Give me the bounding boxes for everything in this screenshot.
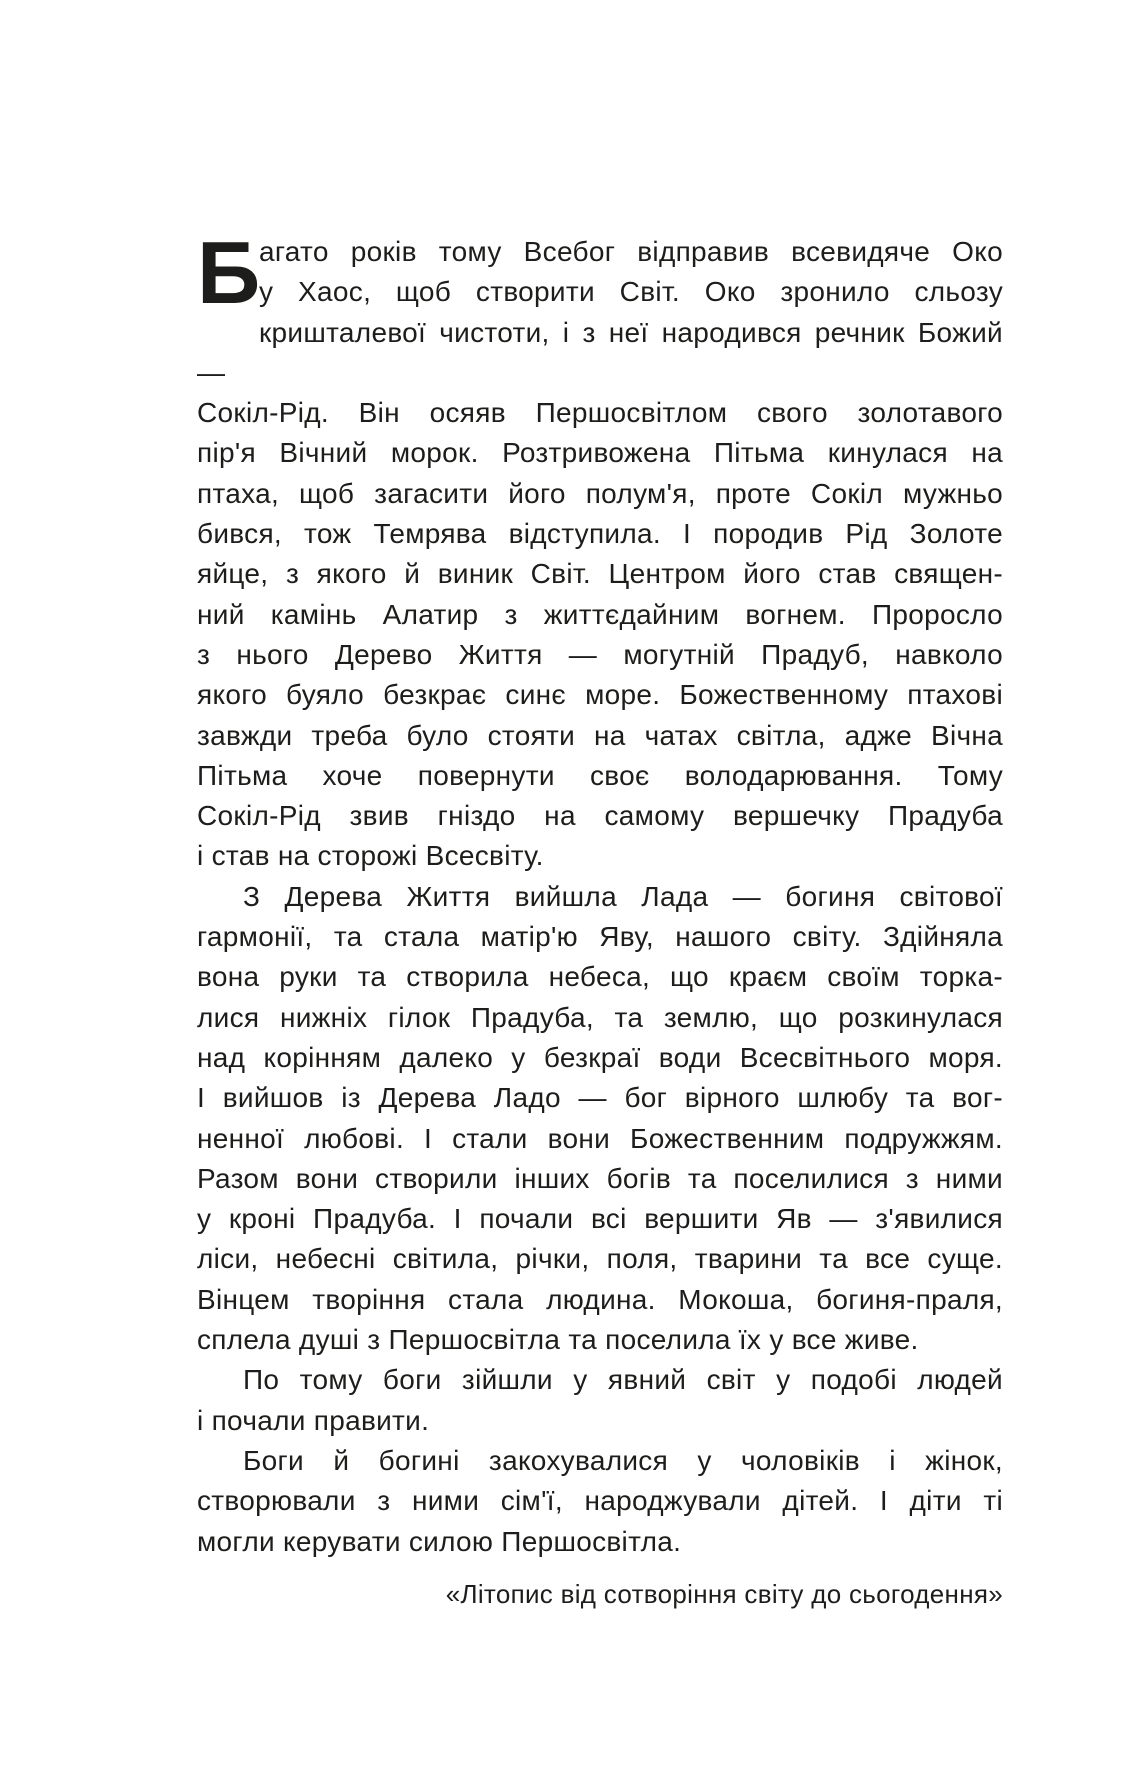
paragraph — [197, 1360, 1003, 1441]
text-line: По тому боги зійшли у явний світ у подобі людей — [243, 1364, 1003, 1396]
paragraphs-container — [197, 223, 1003, 1562]
text-line: у Хаос, щоб створити Світ. Око зронило сльозу — [259, 276, 1003, 308]
text-line: сплела душі з Першосвітла та поселила їх у все живе. — [197, 1324, 919, 1356]
text-line: створювали з ними сім'ї, народжували дітей. І діти ті — [197, 1485, 1003, 1517]
attribution-line: «Літопис від сотворіння світу до сьогодення» — [445, 1578, 1003, 1609]
body-text-block — [197, 223, 1003, 1611]
text-line: у кроні Прадуба. І почали всі вершити Яв — з'явилися — [197, 1203, 1003, 1235]
text-line: гармонії, та стала матір'ю Яву, нашого світу. Здійняла — [197, 921, 1003, 953]
text-line: вона руки та створила небеса, що краєм своїм торка- — [197, 961, 1003, 993]
text-line: агато років тому Всебог відправив всевидяче Око — [259, 236, 1003, 267]
text-line: І вийшов із Дерева Ладо — бог вірного шлюбу та вог- — [197, 1082, 1003, 1114]
text-line: птаха, щоб загасити його полум'я, проте Сокіл мужньо — [197, 477, 1003, 509]
text-line: Вінцем творіння стала людина. Мокоша, богиня-праля, — [197, 1283, 1003, 1315]
text-line: могли керувати силою Першосвітла. — [197, 1525, 682, 1557]
text-line: кришталевої чистоти, і з неї народився речник Божий — — [197, 316, 1003, 388]
text-line: Боги й богині закохувалися у чоловіків і жінок, — [243, 1444, 1003, 1476]
text-line: пір'я Вічний морок. Розтривожена Пітьма кинулася на — [197, 437, 1003, 469]
paragraph — [197, 877, 1003, 1361]
text-line: З Дерева Життя вийшла Лада — богиня світової — [243, 880, 1003, 912]
text-line: лися нижніх гілок Прадуба, та землю, що розкинулася — [197, 1001, 1003, 1033]
text-line: яйце, з якого й виник Світ. Центром його став священ- — [197, 558, 1003, 590]
text-line: Пітьма хоче повернути своє володарювання. Тому — [197, 759, 1003, 791]
text-line: з нього Дерево Життя — могутній Прадуб, навколо — [197, 638, 1003, 670]
text-line: завжди треба було стояти на чатах світла, адже Вічна — [197, 719, 1003, 751]
text-line: і став на сторожі Всесвіту. — [197, 840, 544, 872]
paragraph — [197, 1441, 1003, 1562]
text-line: і почали правити. — [197, 1404, 430, 1436]
text-line: Разом вони створили інших богів та поселилися з ними — [197, 1162, 1003, 1194]
text-line: ний камінь Алатир з життєдайним вогнем. Проросло — [197, 598, 1003, 630]
drop-cap: Б — [197, 223, 261, 322]
text-line: Сокіл-Рід звив гніздо на самому вершечку Прадуба — [197, 800, 1003, 832]
paragraph — [197, 223, 1003, 877]
text-line: ненної любові. І стали вони Божественним подружжям. — [197, 1122, 1003, 1154]
text-line: ліси, небесні світила, річки, поля, тварини та все суще. — [197, 1243, 1003, 1275]
text-line: бився, тож Темрява відступила. І породив Рід Золоте — [197, 518, 1003, 550]
text-line: якого буяло безкрає синє море. Божественному птахові — [197, 679, 1003, 711]
text-line: Сокіл-Рід. Він осяяв Першосвітлом свого золотавого — [197, 397, 1003, 429]
text-line: над корінням далеко у безкраї води Всесвітнього моря. — [197, 1041, 1003, 1073]
